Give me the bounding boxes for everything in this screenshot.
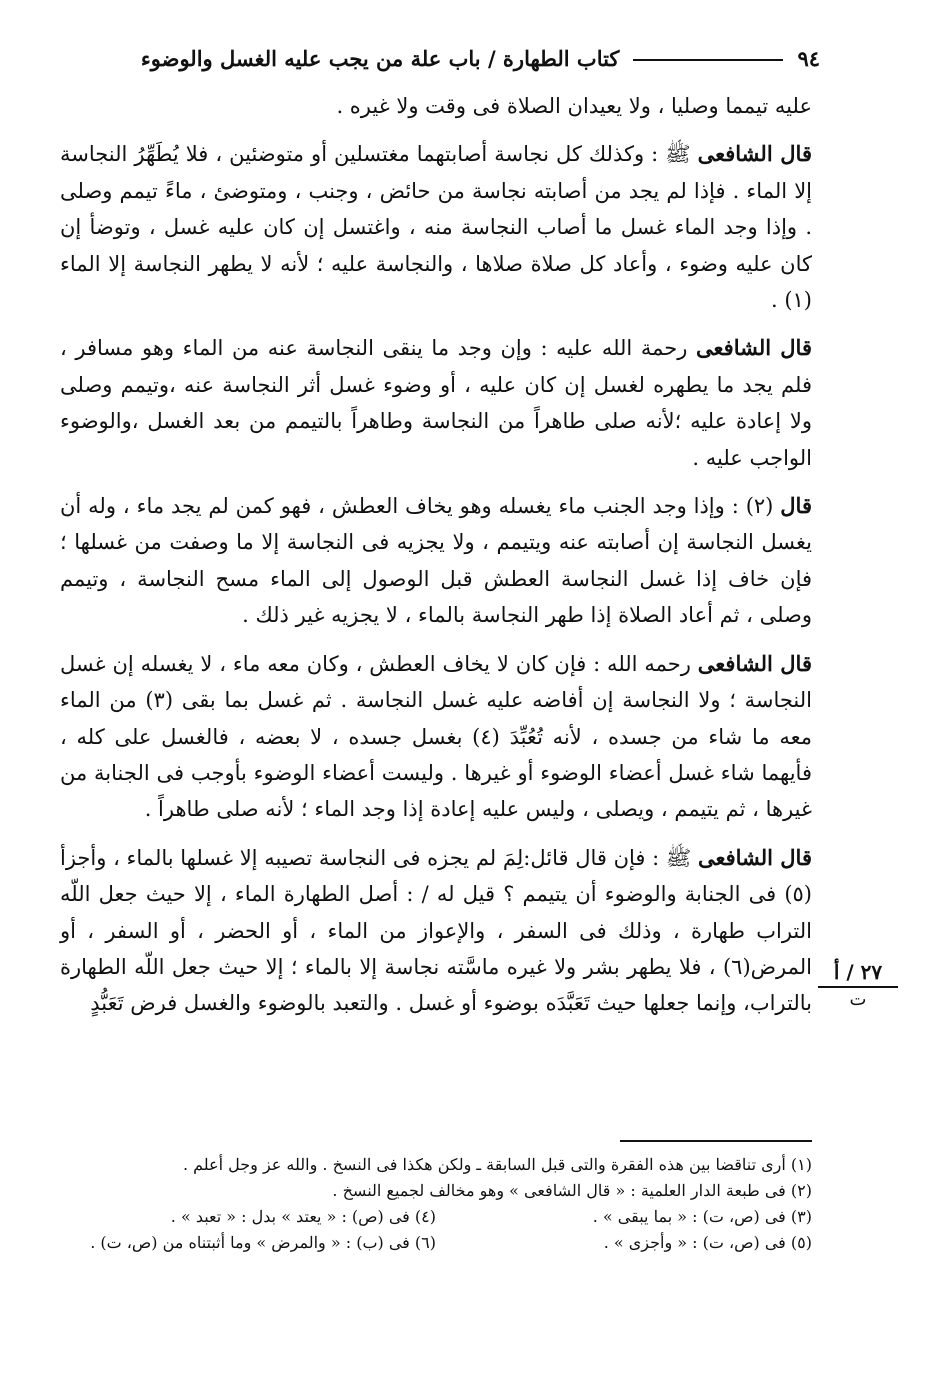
footnote-rule: [620, 1140, 812, 1142]
header-rule: [633, 59, 783, 61]
paragraph: [60, 88, 812, 124]
paragraph: [60, 646, 812, 828]
footnote-row: [60, 1204, 812, 1230]
chapter-title: كتاب الطهارة / باب علة من يجب عليه الغسل والوضوء: [140, 45, 620, 71]
paragraph: [60, 136, 812, 318]
main-text: [60, 88, 812, 1034]
paragraph-text: (٢) : وإذا وجد الجنب ماء يغسله وهو يخاف العطش ، فهو كمن لم يجد ماء ، وله أن يغسل النجاسة إن أصابته عنه ويتيمم ، ولا يجزيه فى النجاسة إلا ما وصفت من غسلها ؛ فإن خاف إذا غسل النجاسة العطش قبل الوصول إلى الماء مسح النجاسة ، وتيمم وصلى ، ثم أعاد الصلاة إذا طهر النجاسة بالماء ، لا يجزيه غير ذلك .: [60, 494, 812, 628]
paragraph: [60, 488, 812, 634]
footnotes: [60, 1152, 812, 1256]
footnote: (١) أرى تناقضا بين هذه الفقرة والتى قبل السابقة ـ ولكن هكذا فى النسخ . والله عز وجل أعلم .: [182, 1155, 812, 1174]
footnote: (٦) فى (ب) : « والمرض » وما أثبتناه من (ص، ت) .: [90, 1233, 436, 1252]
paragraph-text: عليه تيمما وصليا ، ولا يعيدان الصلاة فى وقت ولا غيره .: [336, 94, 812, 118]
footnote: (٥) فى (ص، ت) : « وأجزى » .: [603, 1233, 812, 1252]
paragraph-text: ﷺ : وكذلك كل نجاسة أصابتهما مغتسلين أو متوضئين ، فلا يُطَهِّرُ النجاسة إلا الماء . فإذا لم يجد من أصابته نجاسة من حائض ، وجنب ، ومتوضئ ، ماءً تيمم وصلى . وإذا وجد الماء غسل ما أصاب النجاسة منه ، واغتسل إن كان عليه غسل ، وتوضأ إن كان عليه وضوء ، وأعاد كل صلاة صلاها ، والنجاسة عليه ؛ لأنه لا يطهر النجاسة إلا الماء (١) .: [60, 142, 813, 313]
footnote: (٣) فى (ص، ت) : « بما يبقى » .: [592, 1207, 812, 1226]
paragraph: [60, 840, 812, 1022]
paragraph: [60, 330, 812, 476]
margin-note: [818, 960, 898, 1012]
paragraph-text: رحمة الله عليه : وإن وجد ما ينقى النجاسة عنه من الماء وهو مسافر ، فلم يجد ما يطهره لغسل إن كان عليه ، أو وضوء غسل أثر النجاسة عنه ،وتيمم وصلى ولا إعادة عليه ؛لأنه صلى طاهراً من النجاسة وطاهراً بالتيمم من بعد الغسل ،والوضوء الواجب عليه .: [60, 336, 812, 470]
folio-reference: ٢٧ / أ: [818, 960, 898, 988]
footnote: (٤) فى (ص) : « يعتد » بدل : « تعبد » .: [170, 1207, 436, 1226]
paragraph-text: رحمه الله : فإن كان لا يخاف العطش ، وكان معه ماء ، لا يغسله إن غسل النجاسة ؛ ولا النجاسة إن أفاضه عليه غسل النجاسة . ثم غسل بما بقى (٣) من الماء معه ما شاء من جسده ، لأنه تُعُبِّدَ (٤) بغسل جسده ، لا بعضه ، فالغسل على كله ، فأيهما شاء غسل أعضاء الوضوء أو غيرها . وليست أعضاء الوضوء بأوجب فى الجنابة من غيرها ، ثم يتيمم ، ويصلى ، وليس عليه إعادة إذا وجد الماء ؛ لأنه صلى طاهراً .: [60, 651, 812, 822]
paragraph-text: ﷺ : فإن قال قائل:لِمَ لم يجزه فى النجاسة تصيبه إلا غسلها بالماء ، وأجزأ (٥) فى الجنابة والوضوء أن يتيمم ؟ قيل له / : أصل الطهارة الماء ، إلا حيث جعل اللّه التراب طهارة ، وذلك فى السفر ، والإعواز من الماء ، أو الحضر ، أو السفر ، أو المرض(٦) ، فلا يطهر بشر ولا غيره ماسَّته نجاسة إلا بالماء ؛ إلا حيث جعل اللّه الطهارة بالتراب، وإنما جعلها حيث تَعَبَّدَه بوضوء أو غسل . والتعبد بالوضوء والغسل فرض تَعَبُّدٍ: [60, 845, 812, 1016]
paragraph-lead: قال الشافعى: [697, 141, 812, 167]
paragraph-lead: قال الشافعى: [697, 650, 812, 676]
paragraph-lead: قال الشافعى: [696, 335, 812, 361]
manuscript-siglum: ت: [849, 989, 867, 1010]
page-number: ٩٤: [797, 45, 820, 71]
paragraph-lead: قال: [780, 493, 812, 519]
paragraph-lead: قال الشافعى: [697, 844, 812, 870]
footnote: (٢) فى طبعة الدار العلمية : « قال الشافعى » وهو مخالف لجميع النسخ .: [332, 1181, 812, 1200]
footnote-row: [60, 1230, 812, 1256]
running-header: [60, 40, 820, 76]
